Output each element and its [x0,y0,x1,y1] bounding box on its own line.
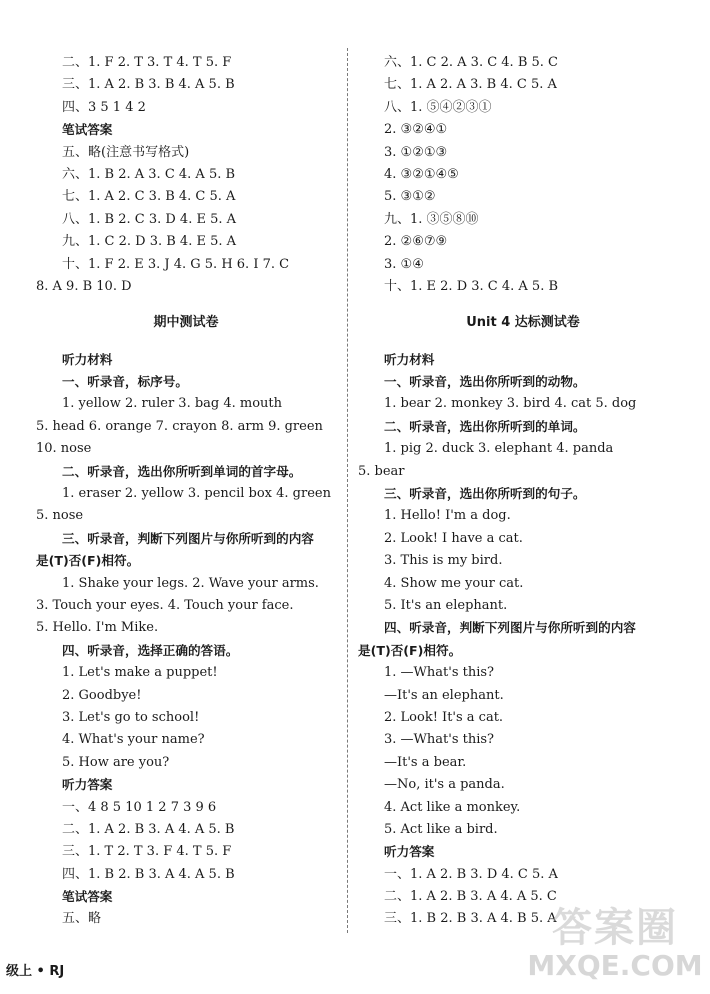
text-line: 七、1. A 2. A 3. B 4. C 5. A [384,77,557,93]
section-heading: 一、听录音，标序号。 [62,374,188,390]
text-line: 一、1. A 2. B 3. D 4. C 5. A [384,866,558,882]
spacer [36,335,336,349]
text-line: 4. ③②①④⑤ [384,166,459,182]
left-column [36,52,336,931]
text-line: —It's an elephant. [384,687,504,703]
text-line: 5. nose [36,508,84,524]
section-heading: 四、听录音，判断下列图片与你所听到的内容 [384,620,636,636]
page-footer: 级上 • RJ [6,964,65,979]
section-heading: 二、听录音，选出你所听到的单词。 [384,418,586,434]
text-line: 5. head 6. orange 7. crayon 8. arm 9. green [36,418,323,434]
section-heading: 三、听录音，选出你所听到的句子。 [384,486,586,502]
text-line: 四、3 5 1 4 2 [62,99,146,115]
text-line: 3. Touch your eyes. 4. Touch your face. [36,597,294,613]
text-line: 3. Let's go to school! [62,709,200,725]
section-heading: 笔试答案 [62,122,113,138]
text-line: 5. Act like a bird. [384,821,498,837]
text-line: 5. It's an elephant. [384,597,508,613]
text-line: 2. Goodbye! [62,687,142,703]
text-line: 十、1. F 2. E 3. J 4. G 5. H 6. I 7. C [62,256,290,272]
text-line: 1. Shake your legs. 2. Wave your arms. [62,575,319,591]
text-line: 4. Show me your cat. [384,575,524,591]
text-line: 九、1. ③⑤⑧⑩ [384,211,479,227]
text-line: 3. This is my bird. [384,553,503,569]
text-line: 二、1. A 2. B 3. A 4. A 5. B [62,821,235,837]
text-line: 1. bear 2. monkey 3. bird 4. cat 5. dog [384,396,637,412]
text-line: 1. eraser 2. yellow 3. pencil box 4. green [62,486,331,502]
spacer [358,298,688,312]
text-line: 8. A 9. B 10. D [36,278,132,294]
text-line: 二、1. A 2. B 3. A 4. A 5. C [384,889,557,905]
text-line: —It's a bear. [384,754,467,770]
watermark-logo-text: 答案圈 [552,905,678,951]
text-line: 六、1. C 2. A 3. C 4. B 5. C [384,55,558,70]
spacer [358,335,688,349]
text-line: 4. Act like a monkey. [384,799,521,815]
text-line: 五、略(注意书写格式) [62,144,190,160]
text-line: 5. bear [358,463,405,479]
text-line: 1. —What's this? [384,665,495,681]
text-line: 八、1. ⑤④②③① [384,99,492,115]
text-line: 3. ①④ [384,256,424,272]
section-heading: 三、听录音，判断下列图片与你所听到的内容 [62,530,314,546]
text-line: 5. Hello. I'm Mike. [36,620,159,636]
section-heading: 听力答案 [62,777,113,793]
text-line: 三、1. T 2. T 3. F 4. T 5. F [62,844,232,860]
text-line: 1. Let's make a puppet! [62,665,218,681]
text-line: 2. ③②④① [384,122,448,138]
text-line: 三、1. A 2. B 3. B 4. A 5. B [62,77,235,93]
text-line: 5. ③①② [384,189,436,205]
text-line: 一、4 8 5 10 1 2 7 3 9 6 [62,799,217,815]
text-line: 1. pig 2. duck 3. elephant 4. panda [384,441,614,457]
section-heading: 是(T)否(F)相符。 [358,642,462,658]
section-heading: 听力材料 [384,351,435,367]
spacer [36,298,336,312]
section-title: Unit 4 达标测试卷 [466,315,580,331]
text-line: 三、1. B 2. B 3. A 4. B 5. A [384,911,557,927]
section-heading: 笔试答案 [62,889,113,905]
text-line: 五、略 [62,911,102,927]
section-title: 期中测试卷 [153,315,219,331]
text-line: 十、1. E 2. D 3. C 4. A 5. B [384,278,559,294]
section-heading: 是(T)否(F)相符。 [36,553,140,569]
text-line: 3. —What's this? [384,732,495,748]
text-line: 七、1. A 2. C 3. B 4. C 5. A [62,189,236,205]
text-line: 九、1. C 2. D 3. B 4. E 5. A [62,234,237,250]
text-line: 10. nose [36,441,92,457]
text-line: 二、1. F 2. T 3. T 4. T 5. F [62,55,232,70]
text-line: 4. What's your name? [62,732,205,748]
column-divider [347,48,348,933]
section-heading: 一、听录音，选出你所听到的动物。 [384,374,586,390]
right-column [358,52,688,931]
section-heading: 四、听录音，选择正确的答语。 [62,642,239,658]
section-heading: 听力材料 [62,351,113,367]
text-line: 1. Hello! I'm a dog. [384,508,511,524]
section-heading: 二、听录音，选出你所听到单词的首字母。 [62,463,302,479]
text-line: 四、1. B 2. B 3. A 4. A 5. B [62,866,235,882]
text-line: 八、1. B 2. C 3. D 4. E 5. A [62,211,237,227]
text-line: 2. Look! I have a cat. [384,530,523,546]
text-line: 六、1. B 2. A 3. C 4. A 5. B [62,166,236,182]
text-line: 2. Look! It's a cat. [384,709,504,725]
watermark-url: MXQE.COM [527,949,703,982]
text-line: 3. ①②①③ [384,144,448,160]
text-line: 1. yellow 2. ruler 3. bag 4. mouth [62,396,283,412]
text-line: —No, it's a panda. [384,777,505,793]
section-heading: 听力答案 [384,844,435,860]
text-line: 2. ②⑥⑦⑨ [384,234,448,250]
text-line: 5. How are you? [62,754,170,770]
